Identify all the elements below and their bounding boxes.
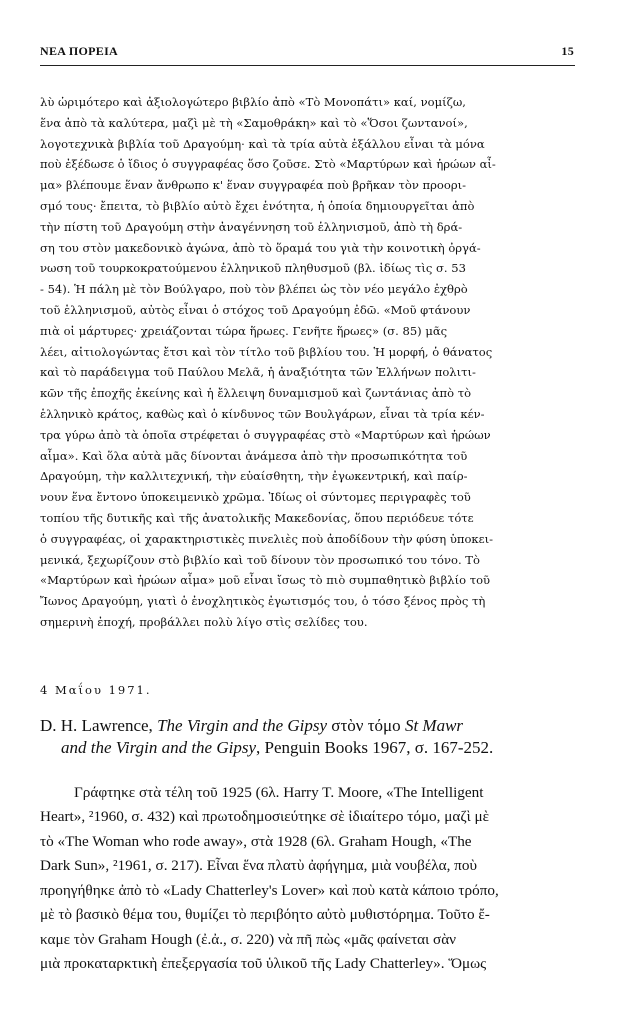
reference-line-2 [40, 737, 575, 759]
text-line: μιὰ προκαταρκτικὴ ἐπεξεργασία τοῦ ὑλικοῦ τῆς Lady Chatterley». Ὅμως [40, 955, 487, 973]
review-paragraph-lawrence [40, 781, 576, 977]
text-line: σμό τους· ἔπειτα, τὸ βιβλίο αὐτὸ ἔχει ἑνότητα, ἡ ὁποία δημιουργεῖται ἀπὸ [40, 198, 475, 213]
book-reference [40, 715, 575, 759]
header-rule [40, 65, 575, 66]
text-line: «Μαρτύρων καὶ ἡρώων αἷμα» μοῦ εἶναι ἴσως τὸ πιὸ συμπαθητικὸ βιβλίο τοῦ [40, 573, 491, 588]
reference-connector: στὸν τόμο [327, 715, 405, 735]
text-line: λέει, αἰτιολογώντας ἔτσι καὶ τὸν τίτλο τοῦ βιβλίου του. Ἡ μορφή, ὁ θάνατος [40, 344, 493, 359]
reference-author: D. H. Lawrence, [40, 715, 158, 735]
text-line: Ἴωνος Δραγούμη, γιατὶ ὁ ἐνοχλητικὸς ἐγωτισμός του, ὁ τόσο ξένος πρὸς τὴ [40, 594, 486, 609]
text-line: ἕνα ἀπὸ τὰ καλύτερα, μαζὶ μὲ τὴ «Σαμοθράκη» καὶ τὸ «Ὅσοι ζωντανοί», [40, 115, 468, 130]
text-line: πιὰ οἱ μάρτυρες· χρειάζονται τώρα ἥρωες. Γενῆτε ἥρωες» (σ. 85) μᾶς [40, 323, 448, 338]
text-line: τὸ «The Woman who rode away», στὰ 1928 (6λ. Graham Hough, «The [40, 832, 472, 850]
running-header [40, 44, 574, 59]
text-line: Heart», ²1960, σ. 432) καὶ πρωτοδημοσιεύτηκε σὲ ἰδιαίτερο τόμο, μαζὶ μὲ [40, 808, 490, 826]
text-line: λὺ ὡριμότερο καὶ ἀξιολογώτερο βιβλίο ἀπὸ «Τὸ Μονοπάτι» καί, νομίζω, [40, 95, 466, 109]
text-line: - 54). Ἡ πάλη μὲ τὸν Βούλγαρο, ποὺ τὸν βλέπει ὡς τὸν νέο μεγάλο ἐχθρὸ [40, 282, 468, 297]
reference-volume-title-cont: and the Virgin and the Gipsy [61, 737, 257, 757]
dateline: 4 Μαΐου 1971. [40, 682, 152, 697]
text-line: καμε τὸν Graham Hough (ἐ.ἀ., σ. 220) νὰ πῆ πὼς «μᾶς φαίνεται σὰν [40, 930, 457, 948]
text-line: τὴν πίστη τοῦ Δραγούμη στὴν ἀναγέννηση τοῦ ἑλληνισμοῦ, ἀπὸ τὴ δρά- [40, 219, 463, 234]
text-line: ποὺ ἐξέδωσε ὁ ἴδιος ὁ συγγραφέας ὅσο ζοῦσε. Στὸ «Μαρτύρων καὶ ἡρώων αἷ- [40, 157, 496, 172]
reference-line-1 [40, 715, 575, 737]
text-line: καὶ τὸ παράδειγμα τοῦ Παύλου Μελᾶ, ἡ ἀναξιότητα τῶν Ἑλλήνων πολιτι- [40, 365, 476, 380]
text-line: Γράφτηκε στὰ τέλη τοῦ 1925 (6λ. Harry T. Moore, «The Intelligent [74, 783, 484, 801]
page-number: 15 [561, 44, 574, 58]
text-line: τοῦ ἑλληνισμοῦ, αὐτὸς εἶναι ὁ στόχος τοῦ Δραγούμη ἐδῶ. «Μοῦ φτάνουν [40, 302, 471, 317]
text-line: λογοτεχνικὰ βιβλία τοῦ Δραγούμη· καὶ τὰ τρία αὐτὰ ἐξάλλου εἶναι τὰ μόνα [40, 136, 485, 151]
text-line: νουν ἕνα ἔντονο ὑποκειμενικὸ χρῶμα. Ἰδίως οἱ σύντομες περιγραφὲς τοῦ [40, 490, 471, 505]
text-line: ὁ συγγραφέας, οἱ χαρακτηριστικὲς πινελιὲς ποὺ ἀποδίδουν τὴν φύση ὑποκει- [40, 531, 494, 546]
text-line: Dark Sun», ²1961, σ. 217). Εἶναι ἕνα πλατὺ ἀφήγημα, μιὰ νουβέλα, ποὺ [40, 857, 477, 875]
text-line: μὲ τὸ βασικὸ θέμα του, θυμίζει τὸ περιβόητο αὐτὸ μυθιστόρημα. Τοῦτο ἔ- [40, 906, 490, 924]
review-paragraph-dragoumis [40, 92, 571, 633]
reference-title: The Virgin and the Gipsy [157, 715, 328, 735]
text-line: τοπίου τῆς δυτικῆς καὶ τῆς ἀνατολικῆς Μακεδονίας, ὅπου περιόδευε τότε [40, 510, 474, 525]
text-line: σημερινὴ ἐποχή, προβάλλει πολὺ λίγο στὶς σελίδες του. [40, 614, 368, 629]
text-line: μα» βλέπουμε ἕναν ἄνθρωπο κ' ἕναν συγγραφέα ποὺ βρῆκαν τὸν προορι- [40, 178, 467, 193]
text-line: Δραγούμη, τὴν καλλιτεχνική, τὴν εὐαίσθητη, τὴν ἐγωκεντρική, καὶ παίρ- [40, 469, 468, 484]
reference-volume-title: St Mawr [404, 715, 464, 735]
text-line: ἑλληνικὸ κράτος, καθὼς καὶ ὁ κίνδυνος τῶν Βουλγάρων, εἶναι τὰ τρία κέν- [40, 406, 485, 421]
reference-publisher: , Penguin Books 1967, σ. 167-252. [256, 737, 494, 757]
text-line: τρα γύρω ἀπὸ τὰ ὁποῖα στρέφεται ὁ συγγραφέας στὸ «Μαρτύρων καὶ ἡρώων [40, 427, 491, 442]
text-line: αἷμα». Καὶ ὅλα αὐτὰ μᾶς δίνονται ἀνάμεσα ἀπὸ τὴν προσωπικότητα τοῦ [40, 448, 468, 463]
text-line: νωση τοῦ τουρκοκρατούμενου ἑλληνικοῦ πληθυσμοῦ (βλ. ἰδίως τὶς σ. 53 [40, 261, 466, 276]
journal-title: ΝΕΑ ΠΟΡΕΙΑ [40, 44, 119, 58]
text-line: προηγήθηκε ἀπὸ τὸ «Lady Chatterley's Lover» καὶ ποὺ κατὰ κάποιο τρόπο, [40, 881, 499, 899]
text-line: κῶν τῆς ἐποχῆς ἐκείνης καὶ ἡ ἔλλειψη δυναμισμοῦ καὶ ζωντάνιας ἀπὸ τὸ [40, 386, 472, 401]
text-line: ση του στὸν μακεδονικὸ ἀγώνα, ἀπὸ τὸ ὅραμά του γιὰ τὴν κοινοτικὴ ὀργά- [40, 240, 481, 255]
text-line: μενικά, ξεχωρίζουν στὸ βιβλίο καὶ τοῦ δίνουν τὸν προσωπικό του τόνο. Τὸ [40, 552, 480, 567]
